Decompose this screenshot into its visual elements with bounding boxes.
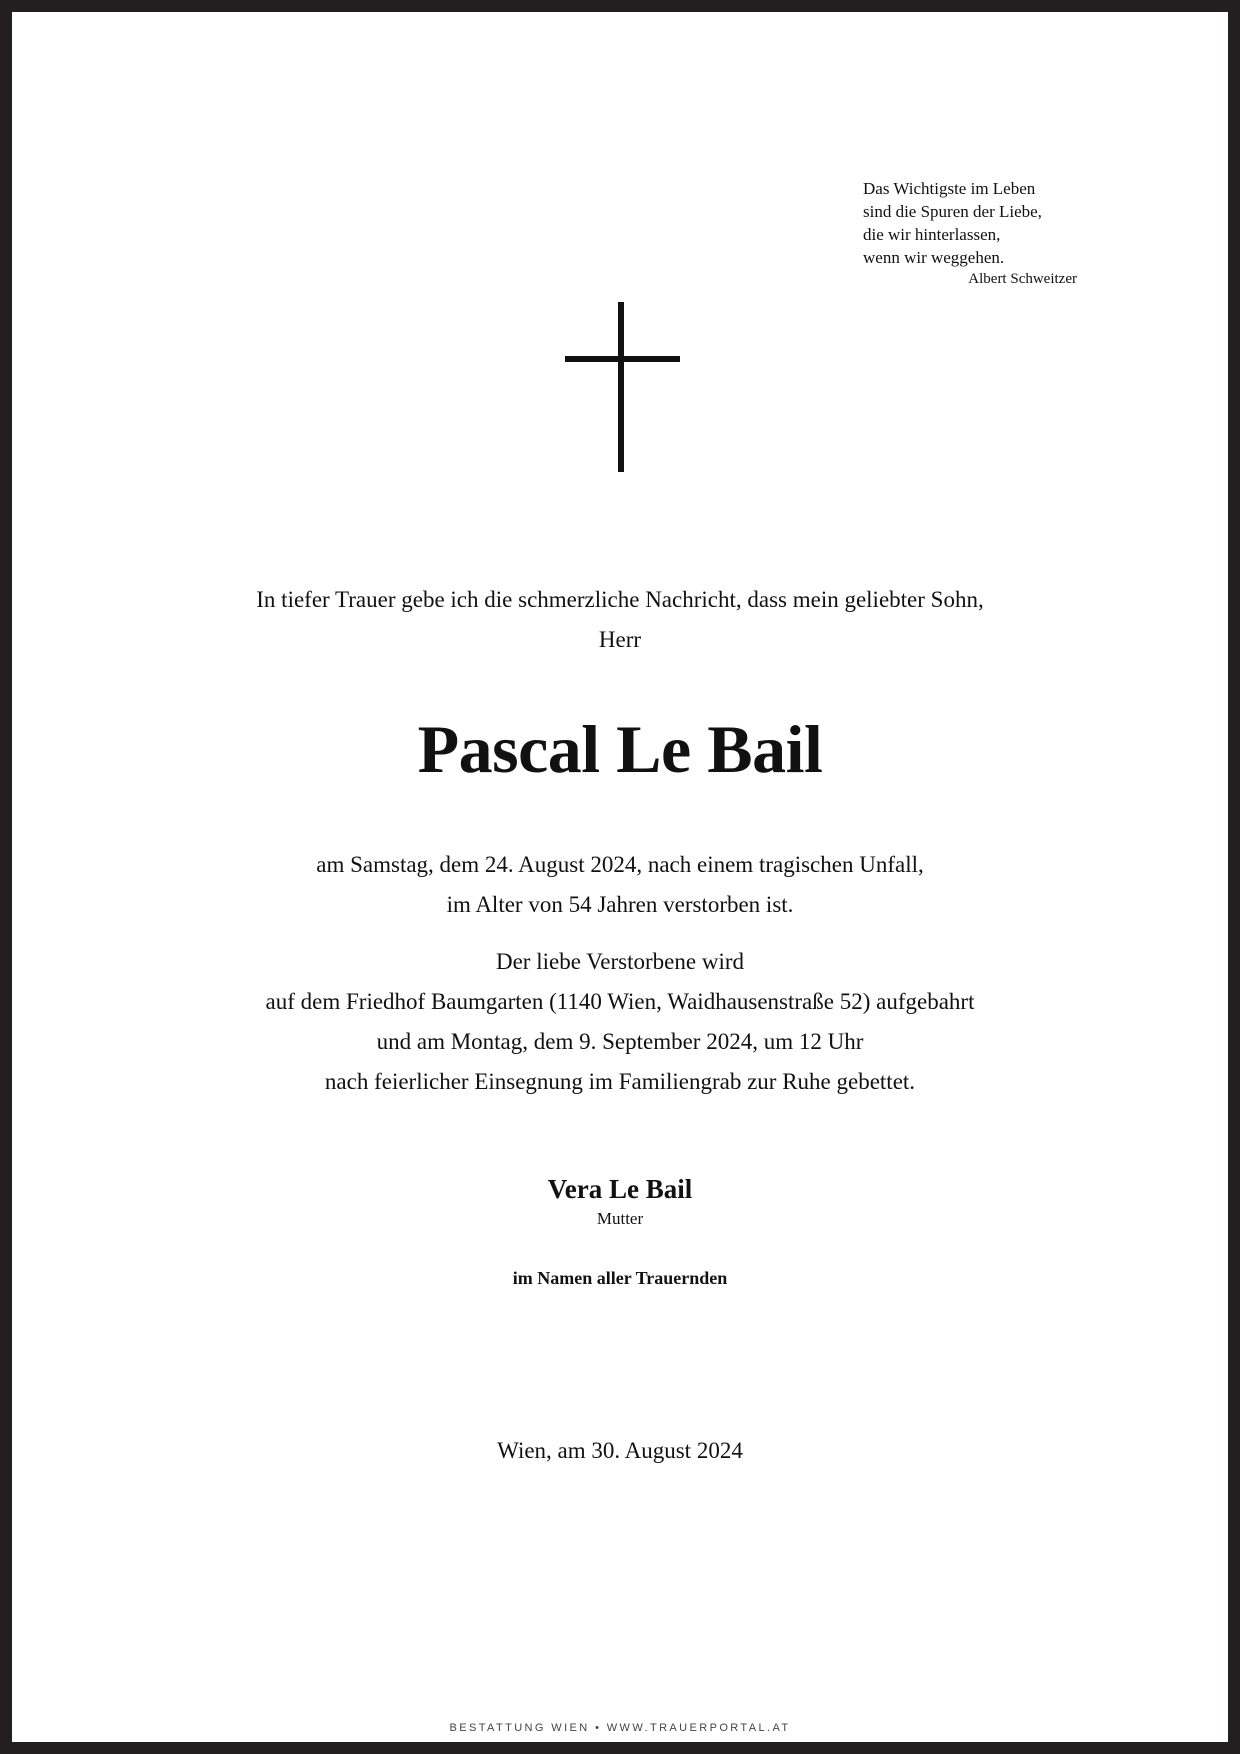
cross-vertical-bar	[618, 302, 624, 472]
footer-credit: BESTATTUNG WIEN • WWW.TRAUERPORTAL.AT	[449, 1722, 791, 1734]
place-and-date: Wien, am 30. August 2024	[497, 1438, 743, 1463]
intro-text	[12, 580, 1228, 660]
deceased-name: Pascal Le Bail	[417, 711, 823, 787]
intro-line: In tiefer Trauer gebe ich die schmerzliche Nachricht, dass mein geliebter Sohn,	[256, 587, 984, 612]
cross-icon	[565, 302, 680, 472]
death-notice	[12, 845, 1228, 925]
quote-line: Das Wichtigste im Leben	[863, 179, 1036, 198]
quote-line: die wir hinterlassen,	[863, 225, 1001, 244]
funeral-notice-line: nach feierlicher Einsegnung im Familiengrab zur Ruhe gebettet.	[324, 1069, 916, 1094]
signer-name: Vera Le Bail	[547, 1174, 693, 1204]
cross-horizontal-bar	[565, 356, 680, 362]
signer-relation: Mutter	[596, 1209, 644, 1228]
mourners-line: im Namen aller Trauernden	[512, 1268, 728, 1288]
funeral-notice-line: auf dem Friedhof Baumgarten (1140 Wien, Waidhausenstraße 52) aufgebahrt	[265, 989, 975, 1014]
death-notice-line: im Alter von 54 Jahren verstorben ist.	[446, 892, 794, 917]
quote-author: Albert Schweitzer	[968, 271, 1077, 287]
funeral-notice-line: Der liebe Verstorbene wird	[495, 949, 744, 974]
death-notice-line: am Samstag, dem 24. August 2024, nach einem tragischen Unfall,	[316, 852, 924, 877]
funeral-notice-line: und am Montag, dem 9. September 2024, um 12 Uhr	[376, 1029, 864, 1054]
funeral-notice	[12, 942, 1228, 1102]
epigraph-quote	[863, 177, 1083, 289]
intro-line: Herr	[598, 627, 642, 652]
quote-line: sind die Spuren der Liebe,	[863, 202, 1042, 221]
quote-line: wenn wir weggehen.	[863, 248, 1005, 267]
